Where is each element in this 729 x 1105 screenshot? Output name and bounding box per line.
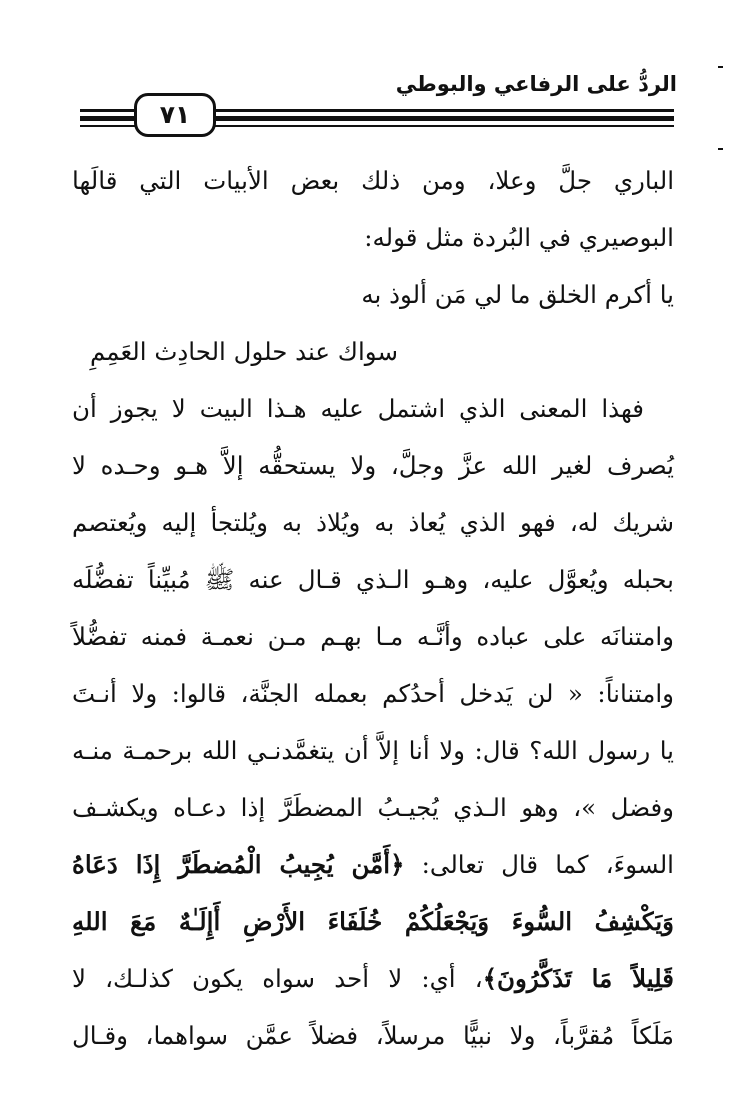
text-line: وامتناناً: « لن يَدخل أحدُكم بعمله الجنَّة، قالوا: ولا أنـتَ	[72, 679, 674, 708]
quran-verse-text: قَلِيلاً مَا تَذَكَّرُونَ﴾	[482, 964, 675, 993]
page-number: ٧١	[159, 100, 191, 129]
page-number-badge	[134, 93, 216, 137]
text-line: يا رسول الله؟ قال: ولا أنا إلاَّ أن يتغمَّدنـي الله برحمـة منـه	[72, 736, 674, 765]
page-header	[0, 0, 729, 140]
edge-mark	[718, 148, 723, 150]
line-text: السوءَ، كما قال تعالى:	[404, 850, 674, 879]
text-line	[72, 836, 674, 893]
quran-verse-text: ﴿أَمَّن يُجِيبُ الْمُضطَرَّ إِذَا دَعَاهُ	[72, 850, 405, 879]
text-line: بحبله ويُعوَّل عليه، وهـو الـذي قـال عنه ﷺ مُبيِّناً تفضُّلَه	[72, 565, 674, 594]
edge-mark	[718, 66, 723, 68]
verse-line	[72, 323, 674, 380]
text-line: مَلَكاً مُقرَّباً، ولا نبيًّا مرسلاً، فضلاً عمَّن سواهما، وقـال	[72, 1021, 674, 1050]
paragraph-first-line: فهذا المعنى الذي اشتمل عليه هـذا البيت لا يجوز أن	[72, 394, 644, 423]
text-line: وامتنانَه على عباده وأنَّـه مـا بهـم مـن نعمـة فمنه تفضُّلاً	[72, 622, 674, 651]
text-line: البوصيري في البُردة مثل قوله:	[364, 223, 674, 252]
text-line: وفضل »، وهو الـذي يُجيـبُ المضطَرَّ إذا دعـاه ويكشـف	[72, 793, 674, 822]
quran-verse-line: وَيَكْشِفُ السُّوءَ وَيَجْعَلُكُمْ خُلَفَاءَ الأَرْضِ أَإِلَـٰهٌ مَعَ اللهِ	[72, 907, 674, 936]
line-text: ، أي: لا أحد سواه يكون كذلـك، لا	[72, 964, 483, 993]
verse-line: يا أكرم الخلق ما لي مَن ألوذ به	[361, 280, 674, 309]
text-line	[72, 950, 674, 1007]
text-line: يُصرف لغير الله عزَّ وجلَّ، ولا يستحقُّه إلاَّ هـو وحـده لا	[72, 451, 674, 480]
running-title: الردُّ على الرفاعي والبوطي	[395, 72, 677, 96]
text-line: الباري جلَّ وعلا، ومن ذلك بعض الأبيات التي قالَها	[72, 166, 674, 195]
text-line: شريك له، فهو الذي يُعاذ به ويُلاذ به ويُلتجأ إليه ويُعتصم	[72, 508, 674, 537]
page-body	[72, 152, 674, 1064]
verse-line-text: سواك عند حلول الحادِث العَمِمِ	[89, 337, 398, 366]
